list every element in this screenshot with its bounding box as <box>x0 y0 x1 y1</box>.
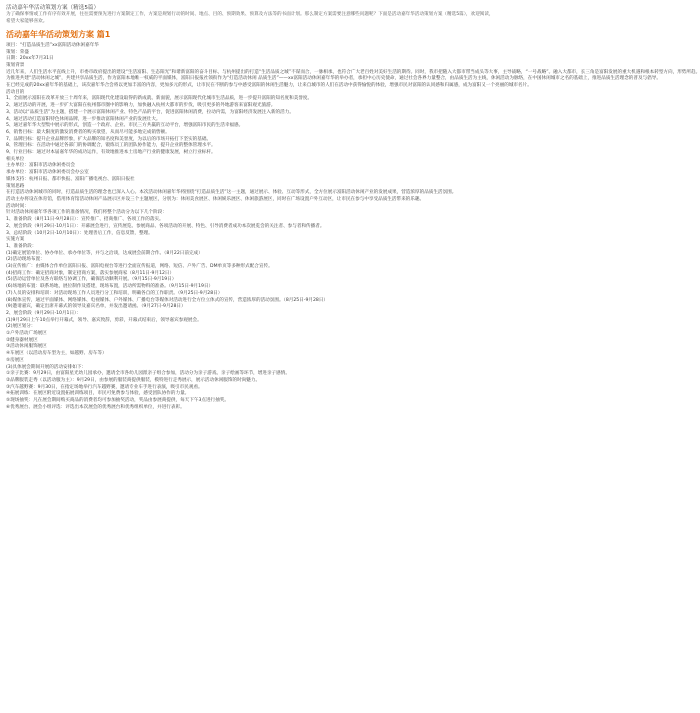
body-line: ③活动休闲服饰展区 <box>6 344 47 350</box>
body-line: 5、通过嘉年华大型集中展示的形式，创造一个政府、企业、市民三方共赢的互动平台，增强富阳市民的生活幸福感。 <box>6 123 244 129</box>
body-line: 策划背景 <box>6 62 25 68</box>
body-line: 活动目的 <box>6 89 25 95</box>
body-line: (7)人员的安排和培训：对活动现场工作人员进行分工和培训，明确各自的工作职责。（9月25日-9月28日） <box>6 290 223 296</box>
body-line: 4、通过活动打造富阳特色休闲品牌，进一步推动富阳休闲产业的发展壮大。 <box>6 116 161 122</box>
body-line: 日期：20xx年7月31日 <box>6 56 54 62</box>
body-line: 2、展会阶段（9月29日-10月1日）： <box>6 310 81 316</box>
section-heading: 活动嘉年华活动策划方案 篇1 <box>6 29 111 39</box>
body-line: 1、全面展示富阳在改革开放三十周年来，富阳现代化建设取得的新成就、新面貌，展示富阳现代化城市生活品质，进一步提升富阳的知名度和美誉度。 <box>6 96 313 102</box>
body-line: ⑥优秀展台、展会小组评选：评选出本次展会的优秀展台和优秀组织单位，并进行表彰。 <box>6 404 185 410</box>
body-line: (4)招商工作：确定招商对象，制定招商方案，落实参展商家（8月11日-9月12日） <box>6 270 175 276</box>
body-line: 媒体支持：杭州日报、都市快报、富阳广播电视台、富阳日报社 <box>6 176 135 182</box>
body-line: (2)活动现场布置： <box>6 257 45 263</box>
body-line: (6)场地的布置：联系场地，展位制作及搭建，现场布置，活动所需物料的准备。（9月15日-9月19日） <box>6 284 214 290</box>
body-line: 1、准备阶段（8月11日-9月28日）：宣传推广、招商推广、各项工作的落实。 <box>6 217 164 223</box>
body-line: 6、销售目标：最大限度的激发消费者的购买欲望，从而尽可能多地完成销售额。 <box>6 129 170 135</box>
document-title: 活动嘉年华活动策划方案（精选5篇） <box>6 5 100 11</box>
body-text <box>6 42 700 412</box>
body-line: 策划：荣盛 <box>6 49 29 55</box>
body-line: 相关单位 <box>6 156 25 162</box>
body-line: 项目：“打造品质生活”xx富阳活动休闲嘉年华 <box>6 42 99 48</box>
body-line: 在打造活动休闲城市的同时，打造品质生活的理念也已深入人心。本次活动休闲嘉年华将围绕“打造品质生活”这一主题，通过展示、体验、互动等形式，全方位展示富阳活动休闲产业的发展成果，营造浓厚的品质生活氛围。 <box>6 190 457 196</box>
body-line: 为推进共建“活动休闲之城”，共建共享品质生活，作为富阳本地唯一权威的平面媒体，富阳日报报社领衔作为“打造活动休闲 品质生活”——xx富阳活动休闲嘉年华的举办者，承担中心历史使命，通过社会各界力量整合，由品质生活为主线，休闲活动为脉络，在中国休闲城市之名的基础上，推进品质生活理念的普及与倡导。 <box>6 76 661 82</box>
body-line: (2)展区划分： <box>6 324 36 330</box>
body-line: ③汽车越野赛：9月30日，在指定场地举行汽车越野赛，邀请专业车手进行表演，吸引市民观看。 <box>6 384 203 390</box>
body-line: 实施方案 <box>6 237 25 243</box>
body-line: 1、准备阶段： <box>6 243 37 249</box>
body-line: 3、总结阶段（10月2日-10月10日）：处理善后工作，信息反馈，整理。 <box>6 230 153 236</box>
body-line: (3)具体展会期间开展的活动安排如下： <box>6 364 87 370</box>
body-line: 2、展会阶段（9月29日-10月1日）：开幕展会进行，宣传展览、参展商品、各项活动的开展、特色、引导消费者成功本次展览会的关注者、参与者和传播者。 <box>6 223 325 229</box>
body-line: 活动主办将设在体育馆，借用体育馆活动休闲产品展示区并设三个主题展区，分别为：休闲美食展区、休闲娱乐展区、休闲旅游展区，同时在广场设置户外互动区，让市民在参与中享受品质生活带来的乐趣。 <box>6 196 425 202</box>
body-line: ②品牌服装走秀（以活动服为主）：9月29日，由参展的服装商提供服装，模特进行走秀展示，展示活动休闲服饰的时尚魅力。 <box>6 377 261 383</box>
body-line: 在已经完成的20xx嘉年华的基础上，该次嘉年华合会将以更加丰富的内容，更加多元的形式，让市民在不断的参与中感受富阳的休闲生活魅力，让来自城市的人们在活动中获得愉悦的体验，增强市民对富阳的认同感和归属感，成为富阳又一个亮丽的城市名片。 <box>6 83 532 89</box>
body-line: 7、品牌目标：提升企业品牌形象，扩大品牌的知名度和美誉度，为以后的市场开拓打下坚实的基础。 <box>6 136 212 142</box>
body-line: (9)邀请嘉宾，确定出席开幕式的领导及嘉宾名单，并发出邀请函。（9月27日-9月28日） <box>6 304 186 310</box>
body-line: (5)活动运营单位及各方联络与协调工作，确保活动顺利开展。（9月15日-9月19日） <box>6 277 177 283</box>
body-line: ④车展区（以活动房车型为主，如越野、房车等） <box>6 351 107 357</box>
body-line: 8、管理目标：在活动中通过各部门的协调配合，锻炼员工的团队协作能力，提升企业的整体管理水平。 <box>6 143 216 149</box>
body-line: (8)媒体宣传，通过平面媒体、网络媒体、电视媒体、户外媒体、广播电台等媒体对活动进行全方位立体式的宣传，营造浓厚的活动氛围。（8月25日-9月28日） <box>6 297 329 303</box>
body-line: 主办单位：富阳市活动休闲委员会 <box>6 163 75 169</box>
body-line: ④拓展训练：在展区附近设置拓展训练项目，市民可免费参与体验，感受团队协作的力量。 <box>6 391 190 397</box>
body-line: 3、活动以“品质生活”为主题，搭建一个展示富阳休闲产业、特色产品的平台，促进富阳休闲消费，拉动内需，为富阳经济发展注入新的活力。 <box>6 109 294 115</box>
body-line: 活动时间： <box>6 203 29 209</box>
body-line: (1)9月29日上午10点举行开幕式，领导、嘉宾致辞，剪彩，开幕式结束后，领导嘉宾参观展会。 <box>6 317 202 323</box>
body-line: 9、行业目标：通过对本届嘉年华的成功运作，有效地推进本土房地产行业的健康发展，树立行业标杆。 <box>6 150 216 156</box>
body-line: 近几年来，人们生活水平直线上升，市委市政府提出的建设“生活富阳、生态阳光”和谐新富阳的奋斗目标，与杭州提出的打造“生活品质之城”不谋而合，一脉相承，也符合广大老百姓对美好生活的期待。同时，我市把随入大都市带当成头等大事，主导战略，“一号战略”。融入大都市，长三角是富阳发展的重大机遇和根本转型方向，形势所趋。 <box>6 69 700 75</box>
body-line: ②健身器材展区 <box>6 337 38 343</box>
body-line: ⑤房展区 <box>6 357 24 363</box>
body-line: 针对活动休闲嘉年华各项工作的准备情况，我们将整个活动分为以下几个阶段： <box>6 210 167 216</box>
body-line: (1)确定展馆单位、协办单位、承办单位等，并与之洽谈，达成展会前期合作。（8月22日前完成） <box>6 250 203 256</box>
body-line: ⑤现场抽奖：凡在展会期间购买商品的消费者均可参加抽奖活动，奖品由参展商提供，每天下午3点进行抽奖。 <box>6 398 229 404</box>
body-line: ①户外活动广场展区 <box>6 331 47 337</box>
body-line: (3)宣传推广：由媒体合作单位富阳日报、富阳电视台等进行全面宣传报道，网络、短信、户外广告、DM单页等多种形式配合宣传。 <box>6 264 273 270</box>
body-line: 策划思路 <box>6 183 25 189</box>
body-line: 承办单位：富阳市活动休闲委员会办公室 <box>6 170 89 176</box>
body-line: 2、通过活动的开展，进一步扩大富阳在杭州都市圈中的影响力，加快融入杭州大都市的步伐，吸引更多的外地游客来富阳观光旅游。 <box>6 103 276 109</box>
body-line: ①亲子比赛：9月29日，由富阳星光幼儿园承办，邀请全市各幼儿园派亲子组合参加，活动分为亲子游戏、亲子绘画等环节，增进亲子感情。 <box>6 371 290 377</box>
intro-paragraph: 为了确保事情或工作有序有效开展，往往需要预先进行方案制定工作，方案是规划行动的时间、地点、目的、预期效果、预算及方法等的书面计划。那么制定方案需要注意哪些问题呢？下面是活动嘉年华活动策划方案（精选5篇），欢迎阅读，希望大家能够喜欢。 <box>6 12 494 24</box>
